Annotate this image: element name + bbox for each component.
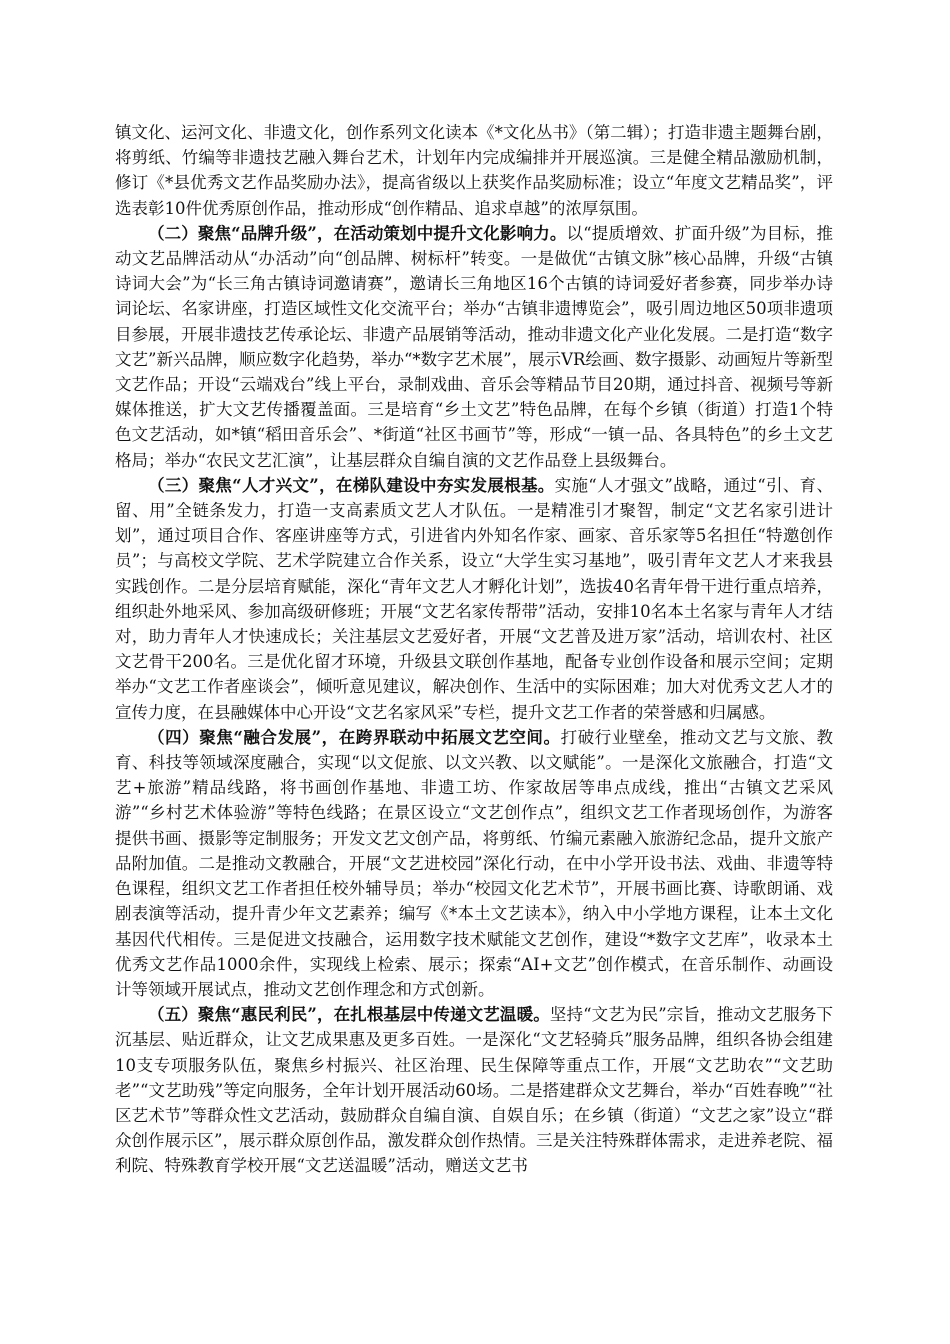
section-heading: （三）聚焦“人才兴文”，在梯队建设中夯实发展根基。 [148,475,555,495]
section-paragraph-benefit [115,1002,833,1178]
section-heading: （五）聚焦“惠民利民”，在扎根基层中传递文艺温暖。 [148,1005,550,1025]
paragraph-text: 坚持“文艺为民”宗旨，推动文艺服务下沉基层、贴近群众，让文艺成果惠及更多百姓。一是深化“文艺轻骑兵”服务品牌，组织各协会组建10支专项服务队伍，聚焦乡村振兴、社区治理、民生保障等重点工作，开展“文艺助农”“文艺助老”“文艺助残”等定向服务，全年计划开展活动60场。二是搭建群众文艺舞台，举办“百姓春晚”“社区艺术节”等群众性文艺活动，鼓励群众自编自演、自娱自乐；在乡镇（街道）“文艺之家”设立“群众创作展示区”，展示群众原创作品，激发群众创作热情。三是关注特殊群体需求，走进养老院、福利院、特殊教育学校开展“文艺送温暖”活动，赠送文艺书 [115,1005,833,1176]
section-heading: （二）聚焦“品牌升级”，在活动策划中提升文化影响力。 [148,223,567,243]
paragraph-text: 打破行业壁垒，推动文艺与文旅、教育、科技等领域深度融合，实现“以文促旅、以文兴教、以文赋能”。一是深化文旅融合，打造“文艺+旅游”精品线路，将书画创作基地、非遗工坊、作家故居等串点成线，推出“古镇文艺采风游”“乡村艺术体验游”等特色线路；在景区设立“文艺创作点”，组织文艺工作者现场创作，为游客提供书画、摄影等定制服务；开发文艺文创产品，将剪纸、竹编元素融入旅游纪念品，提升文旅产品附加值。二是推动文教融合，开展“文艺进校园”深化行动，在中小学开设书法、戏曲、非遗等特色课程，组织文艺工作者担任校外辅导员；举办“校园文化艺术节”，开展书画比赛、诗歌朗诵、戏剧表演等活动，提升青少年文艺素养；编写《*本土文艺读本》，纳入中小学地方课程，让本土文化基因代代相传。三是促进文技融合，运用数字技术赋能文艺创作，建设“*数字文艺库”，收录本土优秀文艺作品1000余件，实现线上检索、展示；探索“AI+文艺”创作模式，在音乐制作、动画设计等领域开展试点，推动文艺创作理念和方式创新。 [115,727,834,999]
paragraph-text: 镇文化、运河文化、非遗文化，创作系列文化读本《*文化丛书》（第二辑）；打造非遗主题舞台剧，将剪纸、竹编等非遗技艺融入舞台艺术，计划年内完成编排并开展巡演。三是健全精品激励机制，修订《*县优秀文艺作品奖励办法》，提高省级以上获奖作品奖励标准；设立“年度文艺精品奖”，评选表彰10件优秀原创作品，推动形成“创作精品、追求卓越”的浓厚氛围。 [115,123,833,218]
paragraph-text: 以“提质增效、扩面升级”为目标，推动文艺品牌活动从“办活动”向“创品牌、树标杆”转变。一是做优“古镇文脉”核心品牌，升级“古镇诗词大会”为“长三角古镇诗词邀请赛”，邀请长三角地区16个古镇的诗词爱好者参赛，同步举办诗词论坛、名家讲座，打造区域性文化交流平台；举办“古镇非遗博览会”，吸引周边地区50项非遗项目参展，开展非遗技艺传承论坛、非遗产品展销等活动，推动非遗文化产业化发展。二是打造“数字文艺”新兴品牌，顺应数字化趋势，举办“*数字艺术展”，展示VR绘画、数字摄影、动画短片等新型文艺作品；开设“云端戏台”线上平台，录制戏曲、音乐会等精品节目20期，通过抖音、视频号等新媒体推送，扩大文艺传播覆盖面。三是培育“乡土文艺”特色品牌，在每个乡镇（街道）打造1个特色文艺活动，如*镇“稻田音乐会”、*街道“社区书画节”等，形成“一镇一品、各具特色”的乡土文艺格局；举办“农民文艺汇演”，让基层群众自编自演的文艺作品登上县级舞台。 [115,223,834,470]
section-paragraph-talent [115,473,833,725]
section-paragraph-brand [115,221,833,473]
paragraph-continued [115,120,833,221]
paragraph-text: 实施“人才强文”战略，通过“引、育、留、用”全链条发力，打造一支高素质文艺人才队伍。一是精准引才聚智，制定“文艺名家引进计划”，通过项目合作、客座讲座等方式，引进省内外知名作家、画家、音乐家等5名担任“特邀创作员”；与高校文学院、艺术学院建立合作关系，设立“大学生实习基地”，吸引青年文艺人才来我县实践创作。二是分层培育赋能，深化“青年文艺人才孵化计划”，选拔40名青年骨干进行重点培养，组织赴外地采风、参加高级研修班；开展“文艺名家传帮带”活动，安排10名本土名家与青年人才结对，助力青年人才快速成长；关注基层文艺爱好者，开展“文艺普及进万家”活动，培训农村、社区文艺骨干200名。三是优化留才环境，升级县文联创作基地，配备专业创作设备和展示空间；定期举办“文艺工作者座谈会”，倾听意见建议，解决创作、生活中的实际困难；加大对优秀文艺人才的宣传力度，在县融媒体中心开设“文艺名家风采”专栏，提升文艺工作者的荣誉感和归属感。 [115,475,833,722]
section-heading: （四）聚焦“融合发展”，在跨界联动中拓展文艺空间。 [148,727,561,747]
document-body [115,120,833,1179]
section-paragraph-integration [115,725,833,1002]
